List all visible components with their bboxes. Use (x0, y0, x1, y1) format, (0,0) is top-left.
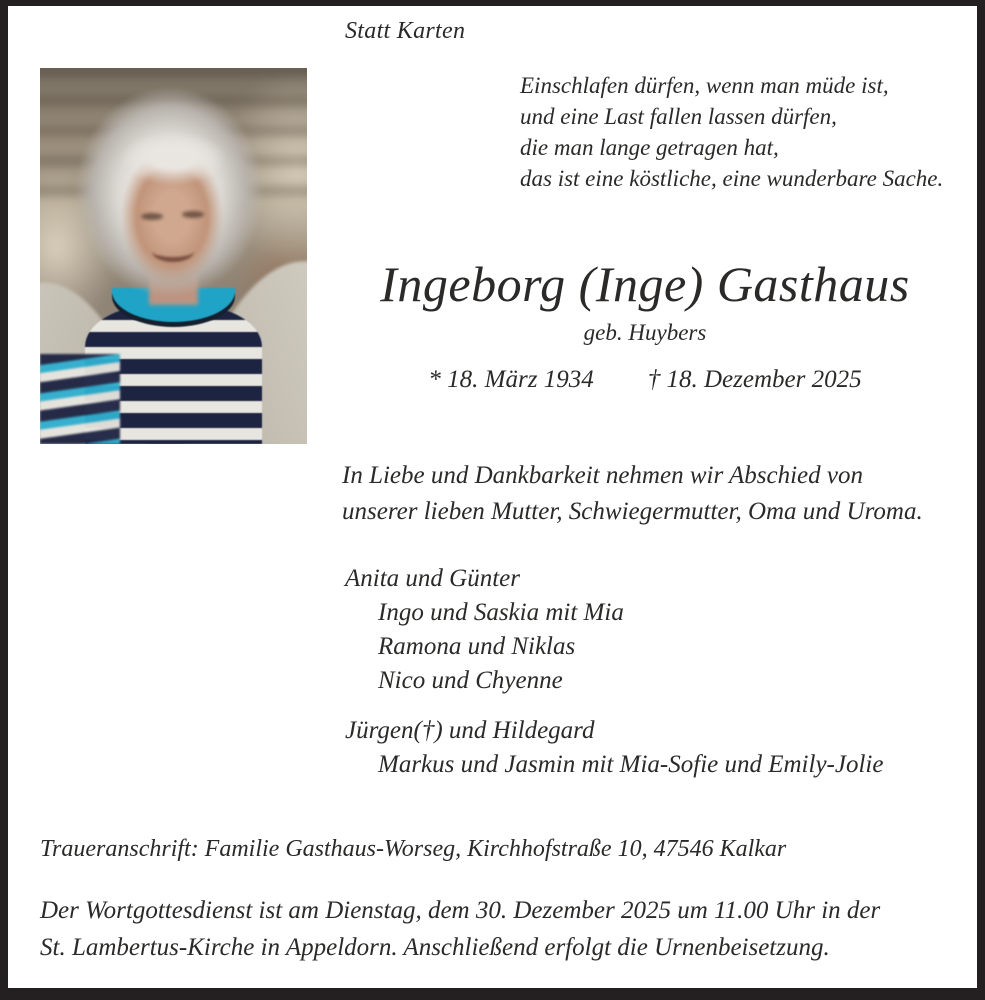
photo-sweater-accent (40, 354, 120, 444)
deceased-block (330, 256, 960, 394)
poem-line: die man lange getragen hat, (520, 135, 779, 160)
farewell-line: In Liebe und Dankbarkeit nehmen wir Abschied von (342, 462, 863, 489)
mourner-line: Nico und Chyenne (378, 667, 563, 694)
life-dates (330, 366, 960, 394)
farewell-line: unserer lieben Mutter, Schwiegermutter, Oma und Uroma. (342, 498, 923, 525)
photo-right-eye (182, 211, 204, 218)
epigraph-poem (520, 70, 943, 194)
farewell-text (342, 458, 923, 530)
poem-line: Einschlafen dürfen, wenn man müde ist, (520, 73, 889, 98)
mourner-line: Anita und Günter (345, 565, 520, 592)
pre-header: Statt Karten (345, 18, 466, 44)
poem-line: und eine Last fallen lassen dürfen, (520, 104, 837, 129)
mourner-line: Jürgen(†) und Hildegard (345, 717, 595, 744)
portrait-photo (40, 68, 307, 444)
service-line: St. Lambertus-Kirche in Appeldorn. Anschließend erfolgt die Urnenbeisetzung. (40, 934, 830, 961)
service-info (40, 892, 880, 966)
photo-hair-fringe (120, 132, 227, 185)
mourning-address: Traueranschrift: Familie Gasthaus-Worseg, Kirchhofstraße 10, 47546 Kalkar (40, 836, 787, 862)
service-line: Der Wortgottesdienst ist am Dienstag, dem 30. Dezember 2025 um 11.00 Uhr in der (40, 897, 881, 924)
birth-date: * 18. März 1934 (428, 366, 594, 393)
deceased-name: Ingeborg (Inge) Gasthaus (380, 256, 910, 312)
maiden-name: geb. Huybers (583, 320, 707, 345)
mourner-line: Ingo und Saskia mit Mia (378, 599, 624, 626)
mourners-list (345, 562, 883, 782)
mourner-line: Ramona und Niklas (378, 633, 576, 660)
poem-line: das ist eine köstliche, eine wunderbare Sache. (520, 166, 944, 191)
death-date: † 18. Dezember 2025 (647, 366, 862, 393)
photo-left-eye (141, 213, 163, 220)
mourner-line: Markus und Jasmin mit Mia-Sofie und Emily-Jolie (378, 751, 884, 778)
photo-smile (152, 241, 194, 262)
